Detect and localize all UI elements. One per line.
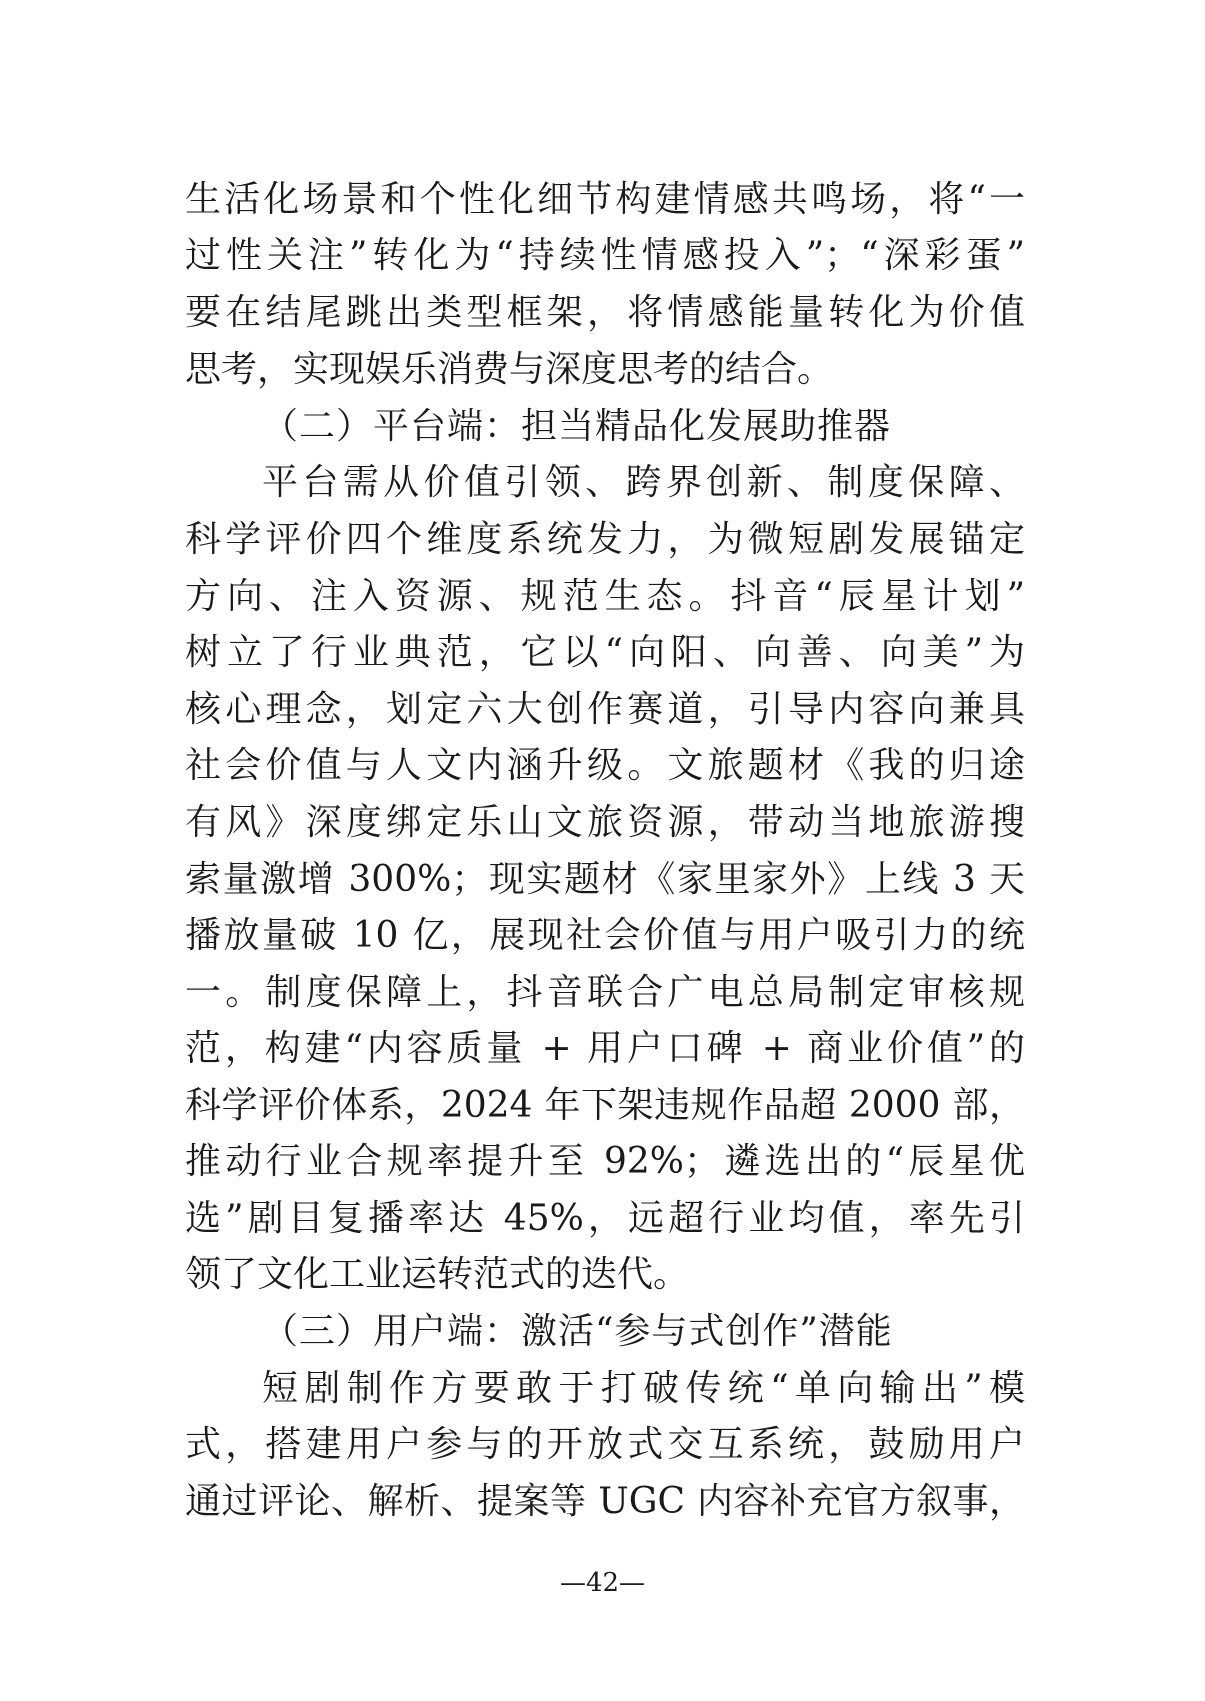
body-line: 过性关注”转化为“持续性情感投入”；“深彩蛋” <box>185 235 1025 276</box>
body-line: 科学评价体系，2024 年下架违规作品超 2000 部， <box>185 1085 1025 1126</box>
body-line: 范，构建“内容质量 + 用户口碑 + 商业价值”的 <box>185 1028 1025 1069</box>
page-number: —42— <box>559 1568 646 1598</box>
body-line: 生活化场景和个性化细节构建情感共鸣场，将“一 <box>185 179 1025 220</box>
body-line: 领了文化工业运转范式的迭代。 <box>185 1254 690 1295</box>
body-line: 平台需从价值引领、跨界创新、制度保障、 <box>262 462 1025 503</box>
body-line: 有风》深度绑定乐山文旅资源，带动当地旅游搜 <box>185 802 1025 843</box>
body-line: 一。制度保障上，抖音联合广电总局制定审核规 <box>185 972 1025 1013</box>
body-line: 社会价值与人文内涵升级。文旅题材《我的归途 <box>185 745 1025 786</box>
body-line: 播放量破 10 亿，展现社会价值与用户吸引力的统 <box>185 915 1025 956</box>
body-line: 思考，实现娱乐消费与深度思考的结合。 <box>185 349 834 390</box>
body-line: 要在结尾跳出类型框架，将情感能量转化为价值 <box>185 292 1025 333</box>
section-heading: （二）平台端：担当精品化发展助推器 <box>262 406 892 447</box>
body-line: 选”剧目复播率达 45%，远超行业均值，率先引 <box>185 1198 1025 1239</box>
body-line: 核心理念，划定六大创作赛道，引导内容向兼具 <box>185 689 1025 730</box>
body-line: 索量激增 300%；现实题材《家里家外》上线 3 天 <box>185 859 1025 900</box>
body-line: 方向、注入资源、规范生态。抖音“辰星计划” <box>185 576 1025 617</box>
body-line: 推动行业合规率提升至 92%；遴选出的“辰星优 <box>185 1141 1025 1182</box>
body-line: 通过评论、解析、提案等 UGC 内容补充官方叙事， <box>185 1481 1025 1522</box>
body-line: 科学评价四个维度系统发力，为微短剧发展锚定 <box>185 519 1025 560</box>
section-heading: （三）用户端：激活“参与式创作”潜能 <box>262 1311 893 1352</box>
body-line: 短剧制作方要敢于打破传统“单向输出”模 <box>262 1368 1025 1409</box>
body-line: 式，搭建用户参与的开放式交互系统，鼓励用户 <box>185 1424 1025 1465</box>
body-line: 树立了行业典范，它以“向阳、向善、向美”为 <box>185 632 1025 673</box>
